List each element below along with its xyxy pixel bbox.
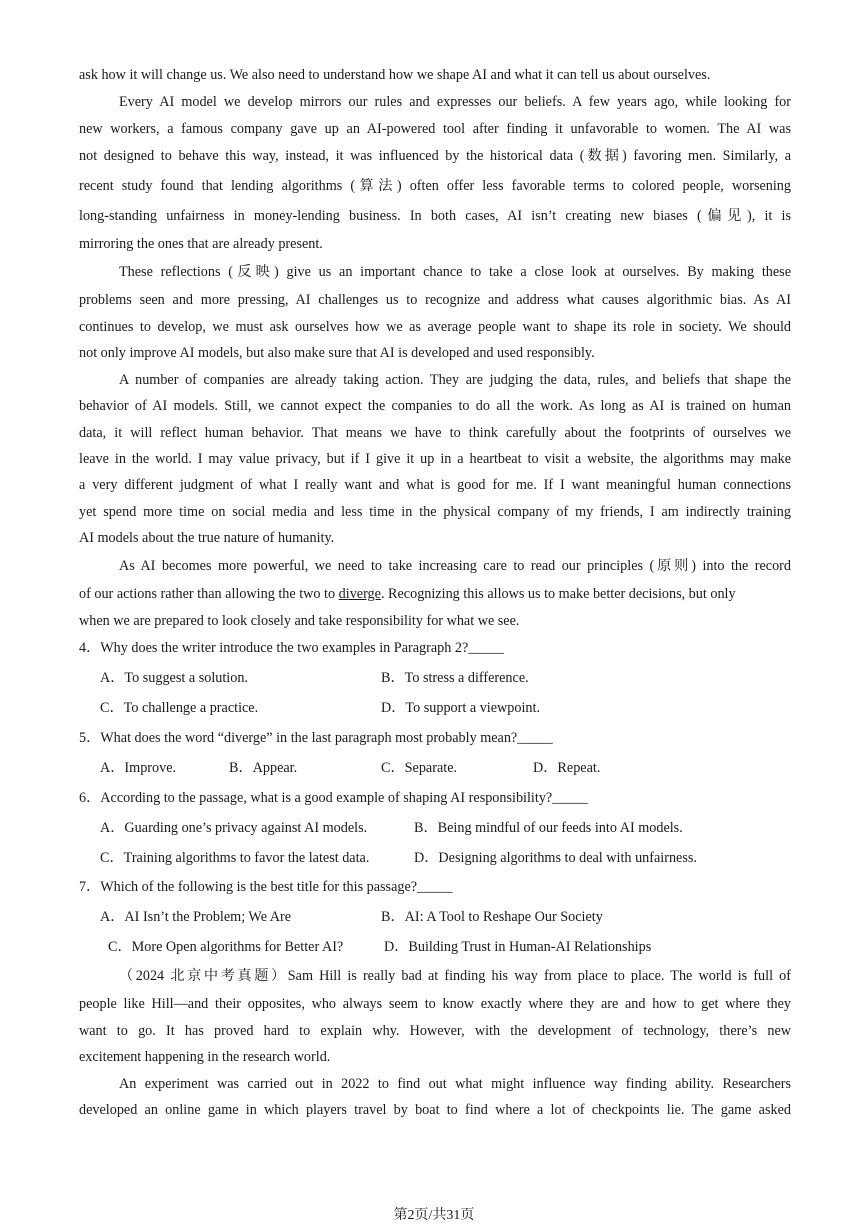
passage-line: behavior of AI models. Still, we cannot expect the companies to do all the work. As long as AI is trained on human	[79, 398, 791, 414]
passage-line: data, it will reflect human behavior. That means we have to think carefully about the footprints of ourselves we	[79, 425, 791, 441]
passage-line: yet spend more time on social media and less time in the physical company of my friends, I am indirectly training	[79, 504, 791, 520]
question-6-option-b[interactable]: B．Being mindful of our feeds into AI models.	[414, 820, 683, 836]
question-4-stem: 4．Why does the writer introduce the two examples in Paragraph 2?_____	[79, 640, 504, 656]
question-7-option-b[interactable]: B．AI: A Tool to Reshape Our Society	[381, 909, 603, 925]
passage-line: problems seen and more pressing, AI challenges us to recognize and address what causes algorithmic bias. As AI	[79, 292, 791, 308]
question-6-option-d[interactable]: D．Designing algorithms to deal with unfairness.	[414, 850, 697, 866]
passage-line: a very different judgment of what I really want and what is good for me. If I want meaningful human connections	[79, 477, 791, 493]
passage-line: not only improve AI models, but also make sure that AI is developed and used responsibly.	[79, 345, 595, 361]
passage-text: of our actions rather than allowing the two to	[79, 586, 339, 602]
passage2-line: （2024 北京中考真题）Sam Hill is really bad at finding his way from place to place. The world is full of	[119, 968, 791, 984]
page-number: 第2页/共31页	[393, 1208, 475, 1223]
passage-line-diverge	[79, 585, 791, 603]
question-7-option-c[interactable]: C．More Open algorithms for Better AI?	[108, 939, 344, 955]
question-4-option-d[interactable]: D．To support a viewpoint.	[381, 700, 540, 716]
passage-line: long-standing unfairness in money-lending business. In both cases, AI isn’t creating new biases (偏见), it is	[79, 208, 791, 224]
passage2-line: want to go. It has proved hard to explain why. However, with the development of technology, there’s new	[79, 1023, 791, 1039]
question-7-option-d[interactable]: D．Building Trust in Human-AI Relationships	[384, 939, 652, 955]
passage2-line: developed an online game in which players travel by boat to find where a lot of checkpoints lie. The game asked	[79, 1102, 791, 1118]
question-6-option-a[interactable]: A．Guarding one’s privacy against AI models.	[100, 820, 368, 836]
passage-line: Every AI model we develop mirrors our rules and expresses our beliefs. A few years ago, while looking for	[119, 94, 791, 110]
passage-text: . Recognizing this allows us to make better decisions, but only	[380, 586, 736, 602]
question-5-stem: 5．What does the word “diverge” in the last paragraph most probably mean?_____	[79, 730, 553, 746]
passage-line: recent study found that lending algorithms (算法) often offer less favorable terms to colored people, worsening	[79, 178, 791, 194]
question-4-option-a[interactable]: A．To suggest a solution.	[100, 670, 248, 686]
passage-line: continues to develop, we must ask ourselves how we as average people want to shape its role in society. We should	[79, 319, 791, 335]
question-5-option-c[interactable]: C．Separate.	[381, 760, 458, 776]
question-5-option-d[interactable]: D．Repeat.	[533, 760, 601, 776]
question-6-stem: 6．According to the passage, what is a good example of shaping AI responsibility?_____	[79, 790, 588, 806]
passage2-line: An experiment was carried out in 2022 to find out what might influence way finding ability. Researchers	[119, 1076, 791, 1092]
passage-line: not designed to behave this way, instead, it was influenced by the historical data (数据) favoring men. Similarly, a	[79, 148, 791, 164]
passage-line: mirroring the ones that are already present.	[79, 236, 323, 252]
passage2-line: excitement happening in the research world.	[79, 1049, 331, 1065]
passage-line: AI models about the true nature of humanity.	[79, 530, 335, 546]
question-4-option-c[interactable]: C．To challenge a practice.	[100, 700, 259, 716]
passage-line: leave in the world. I may value privacy, but if I give it up in a heartbeat to visit a website, the algorithms may make	[79, 451, 791, 467]
passage-line: when we are prepared to look closely and take responsibility for what we see.	[79, 613, 520, 629]
passage-line: As AI becomes more powerful, we need to take increasing care to read our principles (原则) into the record	[119, 558, 791, 574]
question-5-option-b[interactable]: B．Appear.	[229, 760, 298, 776]
diverge-word: diverge	[338, 586, 381, 602]
passage-line: new workers, a famous company gave up an AI-powered tool after finding it unfavorable to women. The AI was	[79, 121, 791, 137]
question-4-option-b[interactable]: B．To stress a difference.	[381, 670, 529, 686]
question-7-stem: 7．Which of the following is the best title for this passage?_____	[79, 879, 453, 895]
question-5-option-a[interactable]: A．Improve.	[100, 760, 177, 776]
passage2-line: people like Hill—and their opposites, who always seem to know exactly where they are and how to get where they	[79, 996, 791, 1012]
passage-line: A number of companies are already taking action. They are judging the data, rules, and beliefs that shape the	[119, 372, 791, 388]
question-7-option-a[interactable]: A．AI Isn’t the Problem; We Are	[100, 909, 292, 925]
passage-line: These reflections (反映) give us an important chance to take a close look at ourselves. By making these	[119, 264, 791, 280]
question-6-option-c[interactable]: C．Training algorithms to favor the latest data.	[100, 850, 370, 866]
passage-line: ask how it will change us. We also need to understand how we shape AI and what it can tell us about ourselves.	[79, 67, 711, 83]
